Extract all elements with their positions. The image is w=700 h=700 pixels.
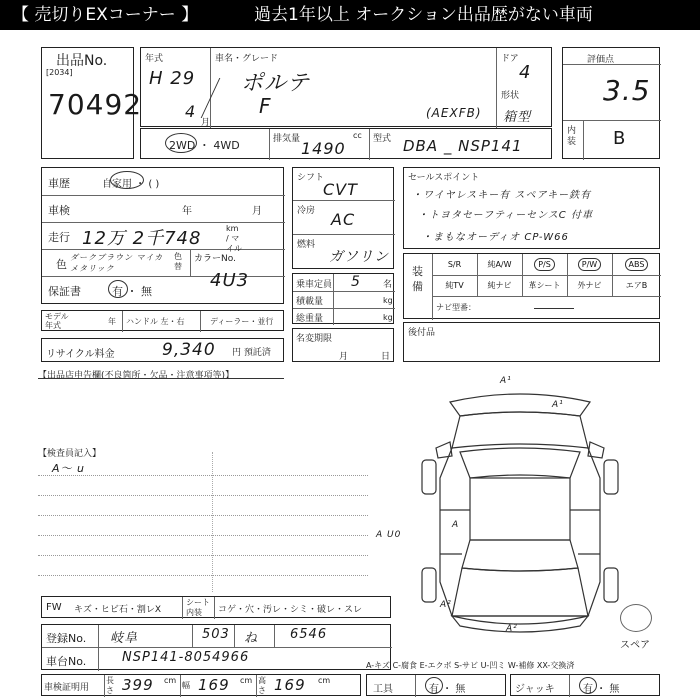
equip-ps bbox=[522, 255, 567, 274]
windshield bbox=[460, 448, 580, 478]
doors-label: ドア bbox=[501, 54, 519, 64]
shift-label: シフト bbox=[297, 173, 325, 183]
height-label: 高さ bbox=[258, 676, 266, 695]
equip-abs bbox=[612, 255, 661, 274]
body-outline bbox=[440, 448, 600, 616]
sales-point-2: ・トヨタセーフティーセンスC 付車 bbox=[418, 210, 593, 221]
load-label: 積載量 bbox=[296, 297, 324, 307]
diagram-mark-5: A bbox=[452, 520, 460, 530]
front-right-wheel bbox=[604, 460, 618, 494]
length-value: 399 bbox=[122, 676, 154, 694]
tools-label: 工具 bbox=[373, 684, 393, 695]
length-label: 長さ bbox=[106, 676, 114, 695]
model-year-label: モデル年式 bbox=[45, 312, 69, 330]
seller-notes-underline bbox=[38, 378, 284, 379]
side-note: A U0 bbox=[376, 530, 402, 540]
ac-label: 冷房 bbox=[297, 206, 316, 216]
diagram-mark-3: A² bbox=[440, 600, 452, 610]
displacement-value: 1490 bbox=[301, 139, 346, 158]
jack-circle bbox=[579, 677, 597, 694]
warranty-circle bbox=[108, 280, 128, 298]
warranty-label: 保証書 bbox=[48, 285, 81, 298]
mileage-value: 12万 2千748 bbox=[82, 228, 202, 249]
color-swap: 色替 bbox=[174, 252, 182, 271]
mileage-unit: km / マイル bbox=[226, 224, 242, 253]
year-month: 4 bbox=[185, 102, 197, 121]
width-value: 169 bbox=[198, 676, 230, 694]
fw-text: キズ・ヒビ石・割レX bbox=[74, 605, 161, 615]
equip-ext-navi: 外ナビ bbox=[577, 281, 602, 290]
handle-label: ハンドル 左・右 bbox=[126, 317, 185, 326]
equip-pw bbox=[567, 255, 612, 274]
tools-circle bbox=[425, 677, 443, 694]
note-line-6 bbox=[38, 575, 368, 576]
rename-month: 月 bbox=[339, 352, 349, 362]
fw-label: FW bbox=[46, 602, 62, 613]
capacity-box bbox=[292, 273, 394, 324]
score-value: 3.5 bbox=[603, 74, 651, 107]
displacement-cc: cc bbox=[353, 131, 362, 140]
inspection-label: 車検 bbox=[48, 204, 70, 217]
year-label: 年式 bbox=[145, 54, 164, 64]
load-kg: kg bbox=[383, 296, 393, 305]
spare-tire-icon bbox=[620, 604, 652, 632]
sales-points-box bbox=[403, 167, 660, 249]
fuel-value: ガソリン bbox=[329, 249, 389, 265]
diagram-mark-1: A¹ bbox=[500, 376, 512, 386]
capacity-label: 乗車定員 bbox=[296, 280, 333, 290]
drive-2wd-circle bbox=[165, 133, 197, 153]
equip-abs-circled: ABS bbox=[625, 258, 649, 271]
diagram-mark-4: A² bbox=[506, 624, 518, 634]
registration-kana: ね bbox=[244, 631, 259, 646]
rename-box bbox=[292, 328, 394, 362]
rename-label: 名変期限 bbox=[296, 334, 333, 344]
shift-value: CVT bbox=[323, 180, 358, 199]
doors-value: 4 bbox=[519, 62, 532, 83]
equipment-label: 装備 bbox=[412, 265, 423, 293]
header-left-title: 【 売切りEXコーナー 】 bbox=[12, 5, 199, 25]
interior-label: 内装 bbox=[567, 126, 577, 147]
lot-number-value: 70492 bbox=[48, 88, 143, 121]
rear-window bbox=[462, 540, 578, 571]
lot-number-box bbox=[41, 47, 143, 159]
capacity-unit: 名 bbox=[383, 280, 393, 290]
history-label: 車歴 bbox=[48, 177, 70, 190]
trunk bbox=[452, 568, 588, 616]
model-year-row bbox=[41, 310, 284, 331]
width-label: 幅 bbox=[182, 681, 190, 690]
registration-number1: 503 bbox=[202, 627, 230, 642]
fuel-label: 燃料 bbox=[297, 240, 316, 250]
note-divider bbox=[212, 452, 213, 592]
recycle-value: 9,340 bbox=[162, 340, 216, 360]
after-parts-box bbox=[403, 322, 660, 362]
rename-day: 日 bbox=[381, 352, 391, 362]
inspection-year: 年 bbox=[182, 206, 192, 217]
sales-points-label: セールスポイント bbox=[408, 173, 480, 183]
equip-sr: S/R bbox=[447, 260, 462, 269]
model-label: 車名・グレード bbox=[215, 54, 279, 64]
roof bbox=[470, 478, 570, 540]
height-cm: cm bbox=[318, 676, 331, 685]
width-cm: cm bbox=[240, 676, 253, 685]
after-parts-label: 後付品 bbox=[408, 328, 436, 338]
header-bar bbox=[0, 0, 700, 30]
mileage-label: 走行 bbox=[48, 231, 70, 244]
model-code: (AEXFB) bbox=[426, 106, 482, 120]
note-line-3 bbox=[38, 515, 368, 516]
rear-left-wheel bbox=[422, 568, 436, 602]
chassis-value: NSP141-8054966 bbox=[122, 650, 250, 665]
drive-options: 2WD ・ 4WD bbox=[169, 139, 240, 152]
diagram-mark-2: A¹ bbox=[552, 400, 564, 410]
dimensions-row bbox=[41, 674, 361, 696]
score-box bbox=[562, 47, 660, 159]
equip-leather: 革シート bbox=[528, 281, 561, 290]
recycle-unit: 円 預託済 bbox=[232, 348, 271, 358]
weight-label: 総重量 bbox=[296, 314, 324, 324]
weight-kg: kg bbox=[383, 313, 393, 322]
seller-notes-label: 【出品店申告欄(不良箇所・欠品・注意事項等)】 bbox=[38, 371, 235, 381]
shape-label: 形状 bbox=[501, 91, 520, 101]
damage-row bbox=[41, 596, 391, 618]
front-left-wheel bbox=[422, 460, 436, 494]
rear-right-wheel bbox=[604, 568, 618, 602]
note-line-1 bbox=[38, 475, 368, 476]
model-name: ポルテ bbox=[241, 71, 311, 96]
recycle-row bbox=[41, 338, 284, 362]
ac-value: AC bbox=[331, 210, 356, 229]
history-circle bbox=[110, 171, 144, 189]
note-line-5 bbox=[38, 555, 368, 556]
note-line-4 bbox=[38, 535, 368, 536]
equip-pw-circled: P/W bbox=[578, 258, 601, 271]
shape-value: 箱型 bbox=[503, 110, 532, 125]
length-cm: cm bbox=[164, 676, 177, 685]
drive-row bbox=[140, 128, 552, 159]
vehicle-info-box bbox=[140, 47, 552, 127]
shift-box bbox=[292, 167, 394, 269]
inspection-month: 月 bbox=[252, 206, 262, 217]
history-value: 自家用 ・ ( ) bbox=[102, 179, 160, 190]
color-value: ダークブラウン マイカメタリック bbox=[70, 253, 164, 273]
model-grade: F bbox=[259, 94, 272, 118]
type-label: 型式 bbox=[373, 134, 392, 144]
history-table bbox=[41, 167, 284, 304]
dims-label: 車検証明用 bbox=[44, 683, 90, 693]
jack-value: 有 ・ 無 bbox=[583, 684, 620, 695]
chassis-label: 車台No. bbox=[46, 655, 87, 668]
seat-label: シート内装 bbox=[186, 598, 210, 617]
tools-row bbox=[366, 674, 506, 696]
header-right-title: 過去1年以上 オークション出品歴がない車両 bbox=[254, 5, 593, 25]
note-line-2 bbox=[38, 495, 368, 496]
warranty-value: 有 ・ 無 bbox=[112, 285, 152, 298]
color-code-label: カラーNo. bbox=[194, 254, 236, 264]
dealer-label: ディーラー・並行 bbox=[210, 317, 274, 326]
equipment-box bbox=[403, 253, 660, 319]
year-month-unit: 月 bbox=[201, 118, 211, 128]
registration-place: 岐阜 bbox=[110, 631, 139, 646]
equip-navi: 純ナビ bbox=[487, 281, 512, 290]
equip-ps-circled: P/S bbox=[534, 258, 555, 271]
hood bbox=[452, 412, 588, 448]
jack-row bbox=[510, 674, 660, 696]
type-value: DBA _ NSP141 bbox=[403, 137, 523, 155]
interior-value: B bbox=[613, 128, 627, 149]
height-value: 169 bbox=[274, 676, 306, 694]
registration-number2: 6546 bbox=[290, 627, 328, 642]
seat-text: コゲ・穴・汚レ・シミ・破レ・スレ bbox=[218, 605, 363, 615]
lot-number-label: 出品No. bbox=[56, 53, 108, 69]
equip-airbag: エアB bbox=[625, 281, 648, 290]
equip-tv: 純TV bbox=[445, 281, 464, 290]
score-label: 評価点 bbox=[587, 55, 615, 65]
spare-label: スペア bbox=[620, 640, 650, 651]
year-value: H 29 bbox=[149, 68, 196, 89]
damage-legend: A-キズ C-腐食 E-エクボ S-サビ U-凹ミ W-補修 XX-交換済 bbox=[366, 661, 575, 670]
color-code-value: 4U3 bbox=[210, 270, 250, 291]
color-label: 色 bbox=[56, 258, 67, 271]
rear-bumper bbox=[452, 616, 588, 632]
equip-alloy-wheel: 純A/W bbox=[487, 260, 512, 269]
front-bumper bbox=[450, 394, 590, 416]
lot-small-code: [2034] bbox=[46, 68, 73, 77]
recycle-label: リサイクル料金 bbox=[46, 349, 115, 360]
registration-box bbox=[41, 624, 391, 670]
inspector-notes-label: 【検査員記入】 bbox=[38, 449, 102, 459]
inspector-note: A～ u bbox=[52, 462, 85, 475]
tools-value: 有 ・ 無 bbox=[429, 684, 466, 695]
jack-label: ジャッキ bbox=[515, 684, 555, 695]
sales-point-3: ・まもなオーディオ CP-W66 bbox=[422, 232, 569, 243]
navi-model-label: ナビ型番： bbox=[436, 303, 476, 312]
displacement-label: 排気量 bbox=[273, 134, 301, 144]
model-year-unit: 年 bbox=[108, 317, 116, 326]
sales-point-1: ・ワイヤレスキー有 スペアキー鉄有 bbox=[412, 190, 592, 201]
capacity-value: 5 bbox=[351, 274, 361, 290]
registration-label: 登録No. bbox=[46, 632, 87, 645]
